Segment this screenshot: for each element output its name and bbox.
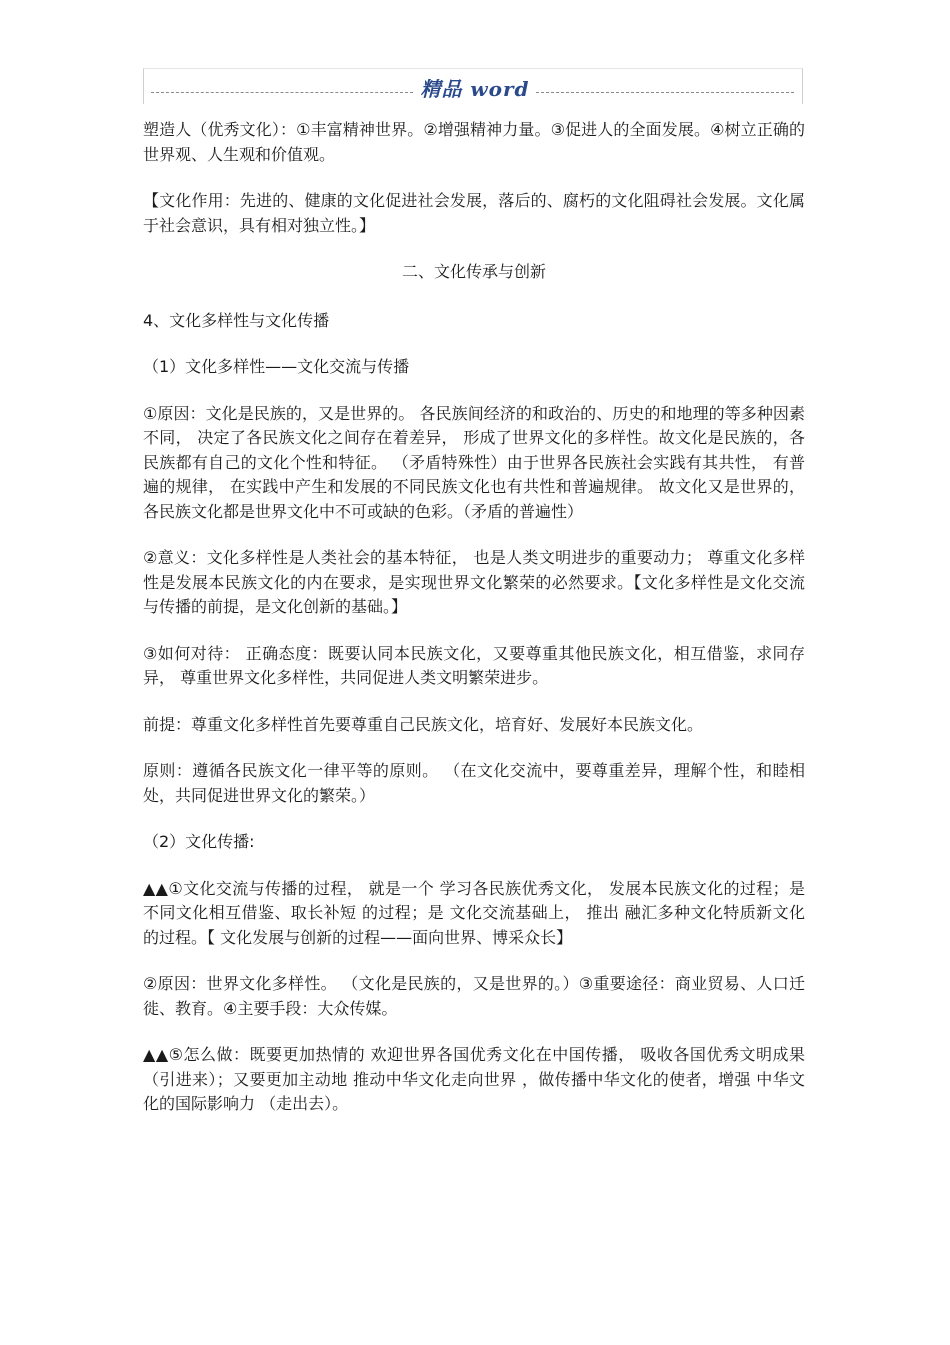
paragraph-reason: ①原因：文化是民族的，又是世界的。 各民族间经济的和政治的、历史的和地理的等多种因素不同， 决定了各民族文化之间存在着差异， 形成了世界文化的多样性。故文化是民族的，各民族都有自己的文化个性和特征。 （矛盾特殊性）由于世界各民族社会实践有其共性， 有普遍的规律， 在实践中产生和发展的不同民族文化也有共性和普遍规律。 故文化又是世界的， 各民族文化都是世界文化中不可或缺的色彩。（矛盾的普遍性）: [143, 403, 805, 521]
paragraph-meaning: ②意义：文化多样性是人类社会的基本特征， 也是人类文明进步的重要动力； 尊重文化多样性是发展本民族文化的内在要求，是实现世界文化繁荣的必然要求。【文化多样性是文化交流与传播的前提，是文化创新的基础。】: [143, 548, 805, 616]
paragraph-cause-route: ②原因：世界文化多样性。 （文化是民族的，又是世界的。）③重要途径：商业贸易、人口迁徙、教育。④主要手段：大众传媒。: [143, 974, 805, 1018]
paragraph-principle: 原则：遵循各民族文化一律平等的原则。 （在文化交流中，要尊重差异，理解个性，和睦相处，共同促进世界文化的繁荣。）: [143, 761, 805, 805]
subheading-diversity: （1）文化多样性——文化交流与传播: [143, 357, 410, 376]
paragraph-premise: 前提：尊重文化多样性首先要尊重自己民族文化，培育好、发展好本民族文化。: [143, 714, 704, 734]
paragraph-how-to: ▲▲⑤怎么做：既要更加热情的 欢迎世界各国优秀文化在中国传播， 吸收各国优秀文明成果 （引进来）；又要更加主动地 推动中华文化走向世界 ，做传播中华文化的使者，增强 中华文化的国际影响力 （走出去）。: [143, 1045, 805, 1113]
paragraph-attitude: ③如何对待： 正确态度：既要认同本民族文化，又要尊重其他民族文化，相互借鉴，求同存异， 尊重世界文化多样性，共同促进人类文明繁荣进步。: [143, 643, 805, 687]
header-logo: 精品 word: [420, 77, 530, 101]
page-header: [143, 68, 803, 104]
section-heading: 二、文化传承与创新: [401, 262, 546, 281]
document-body: [143, 118, 805, 1139]
paragraph-process: ▲▲①文化交流与传播的过程， 就是一个 学习各民族优秀文化， 发展本民族文化的过程；是 不同文化相互借鉴、取长补短 的过程；是 文化交流基础上， 推出 融汇多种文化特质新文化 的过程。【 文化发展与创新的过程——面向世界、博采众长】: [143, 878, 805, 947]
topic-heading: 4、文化多样性与文化传播: [143, 310, 330, 330]
paragraph-shaping: 塑造人（优秀文化）：①丰富精神世界。②增强精神力量。③促进人的全面发展。④树立正确的世界观、人生观和价值观。: [143, 120, 805, 164]
subheading-transmission: （2）文化传播:: [143, 832, 255, 851]
paragraph-culture-role: 【文化作用：先进的、健康的文化促进社会发展，落后的、腐朽的文化阻碍社会发展。文化属于社会意识，具有相对独立性。】: [143, 191, 805, 235]
header-dashed-line-right: [536, 92, 794, 93]
header-dashed-line-left: [151, 92, 413, 93]
